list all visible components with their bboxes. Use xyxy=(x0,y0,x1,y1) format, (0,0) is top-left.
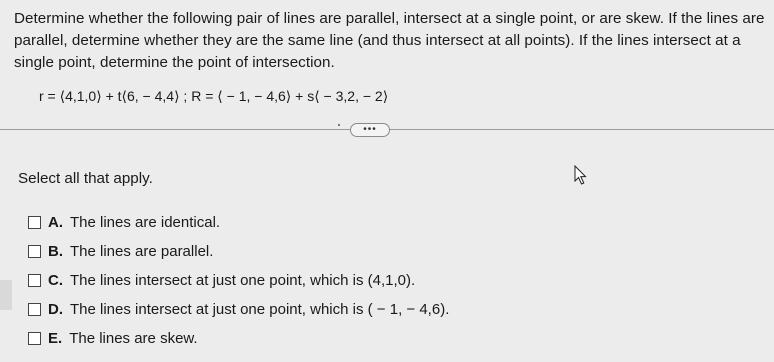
left-edge-shade xyxy=(0,280,12,310)
mouse-cursor-icon xyxy=(574,165,588,185)
checkbox-e[interactable] xyxy=(28,332,41,345)
option-d[interactable] xyxy=(28,295,449,324)
divider-mark xyxy=(338,124,340,126)
checkbox-b[interactable] xyxy=(28,245,41,258)
option-b-label: The lines are parallel. xyxy=(70,243,214,260)
checkbox-c[interactable] xyxy=(28,274,41,287)
option-d-label: The lines intersect at just one point, which is ( − 1, − 4,6). xyxy=(70,301,450,318)
checkbox-d[interactable] xyxy=(28,303,41,316)
option-b[interactable] xyxy=(28,237,449,266)
option-a-letter: A. xyxy=(48,214,63,231)
option-c[interactable] xyxy=(28,266,449,295)
option-d-letter: D. xyxy=(48,301,63,318)
option-c-label: The lines intersect at just one point, which is (4,1,0). xyxy=(70,272,416,289)
option-e-letter: E. xyxy=(48,330,63,347)
option-b-letter: B. xyxy=(48,243,63,260)
option-c-letter: C. xyxy=(48,272,63,289)
option-e[interactable] xyxy=(28,324,449,353)
checkbox-a[interactable] xyxy=(28,216,41,229)
option-a[interactable] xyxy=(28,208,449,237)
instruction-text: Select all that apply. xyxy=(18,170,153,187)
answer-options xyxy=(28,208,449,353)
line-equations: r = ⟨4,1,0⟩ + t⟨6, − 4,4⟩ ; R = ⟨ − 1, − 4,6⟩ + s⟨ − 3,2, − 2⟩ xyxy=(39,88,389,104)
option-a-label: The lines are identical. xyxy=(70,214,221,231)
option-e-label: The lines are skew. xyxy=(69,330,198,347)
more-options-button[interactable]: ••• xyxy=(350,123,390,137)
question-text: Determine whether the following pair of lines are parallel, intersect at a single point, or are skew. If the lines are parallel, determine whether they are the same line (and thus intersect at all points). If the lines intersect at a single point, determine the point of intersection. xyxy=(14,10,765,71)
